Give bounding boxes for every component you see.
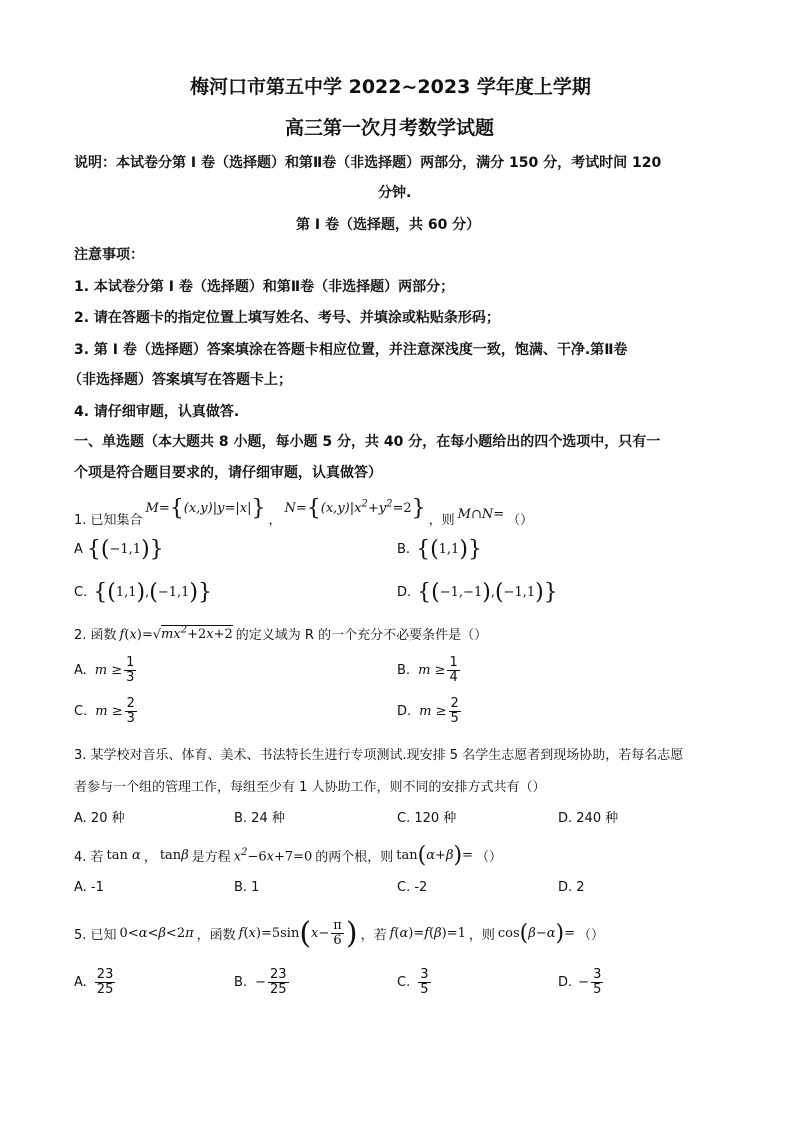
question-1 [74, 496, 534, 531]
q2-lead: 2. 函数 [74, 628, 117, 643]
q5-target: cos(β−α)= [497, 921, 575, 946]
q4-option-a[interactable]: A. -1 [74, 880, 104, 895]
q5-option-c-fraction: $\frac{3}{5}$ [420, 967, 429, 997]
part1-title: 第 I 卷（选择题，共 60 分） [296, 217, 481, 233]
q2-option-c-math: m ≥ [95, 703, 123, 719]
q1-option-a[interactable] [74, 537, 164, 562]
q2-option-b-label: B. [397, 662, 411, 678]
q4-lead: 4. 若 [74, 850, 104, 865]
q1-set-n: $N=\{(x,y)|x^2+y^2=2\}$ [284, 496, 426, 521]
q4-tan-sum: tan(α+β)= [396, 843, 473, 868]
q2-option-c-label: C. [74, 703, 88, 719]
q5-function: f ( x )=5sin ( x − $\frac{\pi}{6}$ ) [238, 916, 358, 951]
q5-option-b[interactable] [234, 968, 291, 996]
q5-option-b-sign: − [255, 974, 266, 990]
q2-option-c[interactable] [74, 697, 139, 725]
q4-mid3: 的两个根，则 [315, 850, 394, 865]
notice-item-2: 2. 请在答题卡的指定位置上填写姓名、考号、并填涂或粘贴条形码； [74, 310, 500, 326]
q5-option-d[interactable] [558, 968, 605, 996]
q3-line1: 3. 某学校对音乐、体育、美术、书法特长生进行专项测试.现安排 5 名学生志愿者到现场协助，若每名志愿 [74, 748, 684, 763]
question-4 [74, 843, 502, 868]
q1-option-b[interactable] [397, 537, 482, 562]
q3-option-c[interactable]: C. 120 种 [397, 811, 457, 826]
q1-blank: （） [507, 513, 534, 528]
notice-heading: 注意事项： [74, 247, 144, 263]
q5-option-a-label: A. [74, 974, 87, 990]
q1-set-m: M={(x,y)|y=|x|} [145, 496, 266, 521]
q2-option-b-fraction: $\frac{1}{4}$ [449, 655, 458, 685]
q2-option-d-math: m ≥ [419, 703, 447, 719]
q1-option-d-label: D. [397, 585, 412, 600]
q1-option-c-math: {(1,1),(−1,1)} [93, 580, 212, 605]
q4-mid2: 是方程 [191, 850, 231, 865]
q1-option-a-label: A [74, 542, 83, 557]
q1-lead: 1. 已知集合 [74, 513, 143, 528]
q4-tan-beta: tanβ [159, 848, 189, 863]
q4-equation: $x^2-6x+7=0$ [233, 846, 313, 865]
q2-option-b[interactable] [397, 656, 462, 684]
q2-option-a-math: m ≥ [94, 662, 123, 678]
q1-option-a-math: {(−1,1)} [86, 537, 164, 562]
q4-option-b[interactable]: B. 1 [234, 880, 260, 895]
q5-option-c[interactable] [397, 968, 433, 996]
q5-option-b-label: B. [234, 974, 248, 990]
q5-option-b-fraction: $\frac{23}{25}$ [269, 967, 287, 997]
q1-option-b-label: B. [397, 542, 411, 557]
q3-line2: 者参与一个组的管理工作，每组至少有 1 人协助工作，则不同的安排方式共有（） [74, 780, 546, 795]
q1-tail: ，则 [428, 513, 455, 528]
q2-option-a-fraction: $\frac{1}{3}$ [126, 655, 135, 685]
q2-tail: 的定义域为 R 的一个充分不必要条件是（） [235, 628, 488, 643]
q2-option-d-label: D. [397, 703, 412, 719]
q2-option-d[interactable] [397, 697, 463, 725]
q5-option-c-label: C. [397, 974, 411, 990]
q2-function: $f(x)=√mx^2+2x+2$ [119, 624, 233, 643]
notice-item-4: 4. 请仔细审题，认真做答. [74, 404, 240, 420]
q5-option-a-fraction: $\frac{23}{25}$ [96, 967, 114, 997]
q5-option-d-sign: − [578, 974, 590, 990]
q1-intersection: M∩N= [457, 507, 505, 522]
notice-item-3-line2: （非选择题）答案填写在答题卡上； [68, 372, 292, 388]
q5-mid2: ，若 [360, 928, 387, 943]
question-2 [74, 624, 487, 643]
q5-mid: ，函数 [196, 928, 236, 943]
q1-option-b-math: {(1,1)} [416, 537, 482, 562]
exam-note-line2: 分钟. [378, 185, 412, 201]
q1-option-c-label: C. [74, 585, 88, 600]
q5-option-d-label: D. [558, 974, 573, 990]
notice-item-1: 1. 本试卷分第 I 卷（选择题）和第Ⅱ卷（非选择题）两部分； [74, 279, 455, 295]
section1-line1: 一、单选题（本大题共 8 小题，每小题 5 分，共 40 分，在每小题给出的四个选项中，只有一 [74, 434, 661, 450]
q2-option-d-fraction: $\frac{2}{5}$ [450, 696, 459, 726]
q5-equal-values: f(α)=f(β)=1 [389, 926, 466, 941]
exam-title-line1: 梅河口市第五中学 2022~2023 学年度上学期 [190, 76, 591, 98]
q4-option-c[interactable]: C. -2 [397, 880, 428, 895]
q5-option-d-fraction: $\frac{3}{5}$ [593, 967, 602, 997]
q3-option-b[interactable]: B. 24 种 [234, 811, 285, 826]
q2-option-c-fraction: $\frac{2}{3}$ [126, 696, 135, 726]
exam-title-line2: 高三第一次月考数学试题 [285, 117, 495, 139]
q2-option-a-label: A. [74, 662, 87, 678]
q1-option-d-math: {(−1,−1),(−1,1)} [417, 580, 558, 605]
question-5 [74, 916, 604, 951]
q4-option-d[interactable]: D. 2 [558, 880, 585, 895]
exam-note-line1: 说明：本试卷分第 I 卷（选择题）和第Ⅱ卷（非选择题）两部分，满分 150 分，考试时间 120 [74, 155, 662, 171]
q5-lead: 5. 已知 [74, 928, 117, 943]
q5-mid3: ，则 [468, 928, 495, 943]
q1-mid: ， [268, 513, 282, 528]
q3-option-a[interactable]: A. 20 种 [74, 811, 125, 826]
q2-option-a[interactable] [74, 656, 138, 684]
q5-blank: （） [577, 928, 604, 943]
q3-option-d[interactable]: D. 240 种 [558, 811, 619, 826]
q5-condition: 0<α<β<2π [119, 926, 194, 941]
section1-line2: 个项是符合题目要求的，请仔细审题，认真做答） [74, 465, 382, 481]
q1-option-c[interactable] [74, 580, 212, 605]
notice-item-3-line1: 3. 第 I 卷（选择题）答案填涂在答题卡相应位置，并注意深浅度一致，饱满、干净.第Ⅱ卷 [74, 342, 628, 358]
q4-mid: ， [143, 850, 157, 865]
q2-option-b-math: m ≥ [418, 662, 446, 678]
q4-blank: （） [475, 850, 502, 865]
q4-tan-alpha: tan α [106, 848, 141, 863]
q5-option-a[interactable] [74, 968, 117, 996]
q1-option-d[interactable] [397, 580, 558, 605]
